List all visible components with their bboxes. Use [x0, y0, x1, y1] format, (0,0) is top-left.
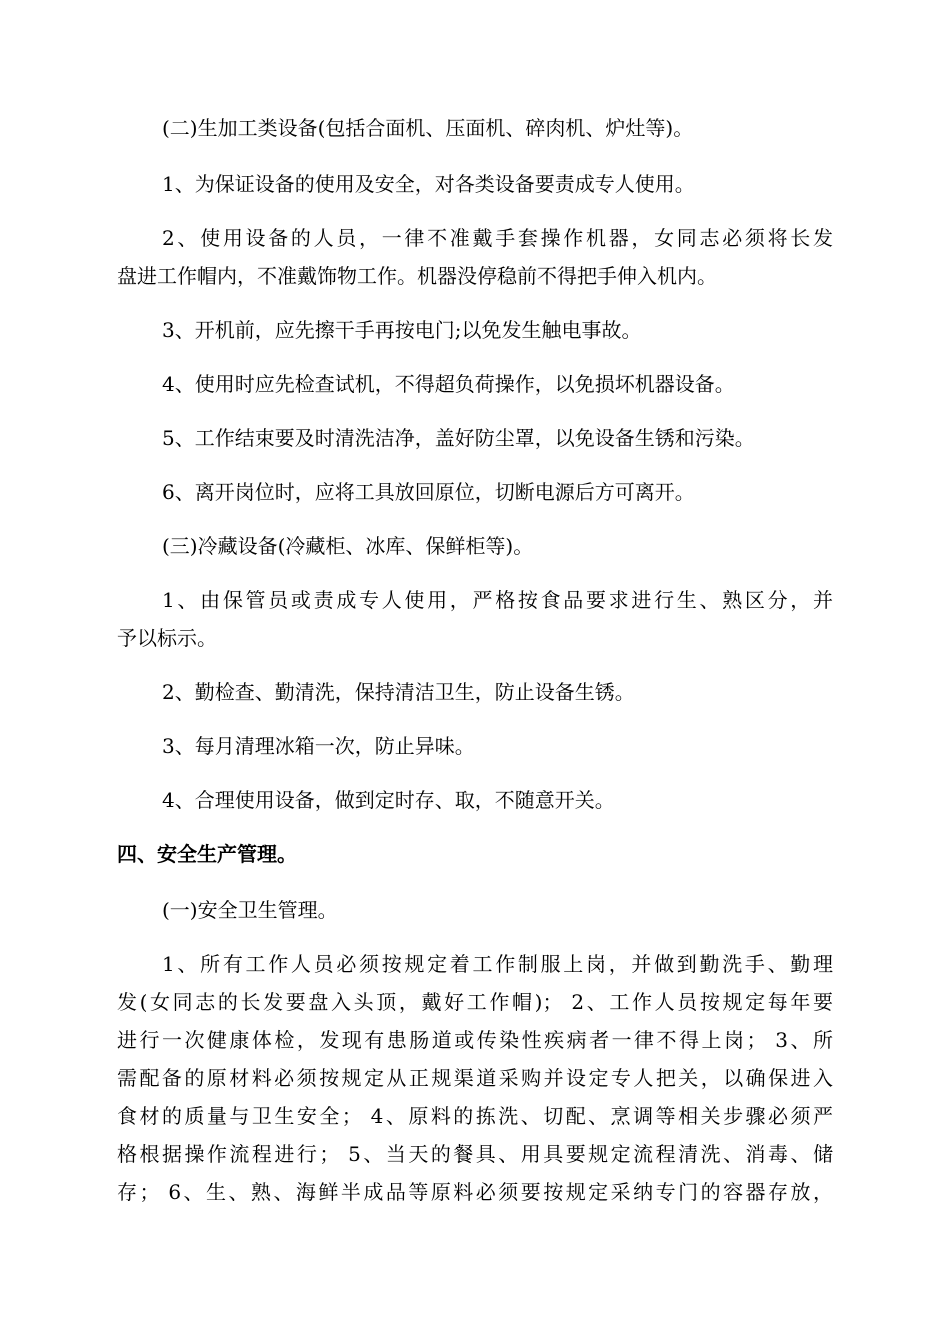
paragraph-line: 1、为保证设备的使用及安全，对各类设备要责成专人使用。 — [162, 172, 695, 196]
paragraph-line: 5、工作结束要及时清洗洁净，盖好防尘罩，以免设备生锈和污染。 — [162, 426, 755, 450]
paragraph-line: 2、使用设备的人员，一律不准戴手套操作机器，女同志必须将长发 — [162, 226, 833, 250]
paragraph-line: 予以标示。 — [117, 626, 217, 650]
paragraph-line: 6、离开岗位时，应将工具放回原位，切断电源后方可离开。 — [162, 480, 695, 504]
paragraph-line: 存； 6、生、熟、海鲜半成品等原料必须要按规定采纳专门的容器存放， — [117, 1180, 833, 1204]
paragraph-line: 3、每月清理冰箱一次，防止异味。 — [162, 734, 475, 758]
section-title-cold-storage: (三)冷藏设备(冷藏柜、冰库、保鲜柜等)。 — [162, 534, 534, 558]
paragraph-line: 格根据操作流程进行； 5、当天的餐具、用具要规定流程清洗、消毒、储 — [117, 1142, 833, 1166]
paragraph-line: 发(女同志的长发要盘入头顶，戴好工作帽)； 2、工作人员按规定每年要 — [117, 990, 833, 1014]
section-title-processing-equipment: (二)生加工类设备(包括合面机、压面机、碎肉机、炉灶等)。 — [162, 116, 694, 140]
paragraph-line: 进行一次健康体检，发现有患肠道或传染性疾病者一律不得上岗； 3、所 — [117, 1028, 833, 1052]
paragraph-line: 3、开机前，应先擦干手再按电门;以免发生触电事故。 — [162, 318, 642, 342]
paragraph-line: 盘进工作帽内，不准戴饰物工作。机器没停稳前不得把手伸入机内。 — [117, 264, 717, 288]
paragraph-line: 需配备的原材料必须按规定从正规渠道采购并设定专人把关，以确保进入 — [117, 1066, 833, 1090]
paragraph-line: 4、合理使用设备，做到定时存、取，不随意开关。 — [162, 788, 615, 812]
section-title-safety-hygiene: (一)安全卫生管理。 — [162, 898, 338, 922]
paragraph-line: 1、由保管员或责成专人使用，严格按食品要求进行生、熟区分，并 — [162, 588, 833, 612]
paragraph-line: 2、勤检查、勤清洗，保持清洁卫生，防止设备生锈。 — [162, 680, 635, 704]
paragraph-line: 食材的质量与卫生安全； 4、原料的拣洗、切配、烹调等相关步骤必须严 — [117, 1104, 833, 1128]
paragraph-line: 4、使用时应先检查试机，不得超负荷操作，以免损坏机器设备。 — [162, 372, 735, 396]
paragraph-line: 1、所有工作人员必须按规定着工作制服上岗，并做到勤洗手、勤理 — [162, 952, 833, 976]
heading-safety-production: 四、安全生产管理。 — [117, 842, 297, 866]
